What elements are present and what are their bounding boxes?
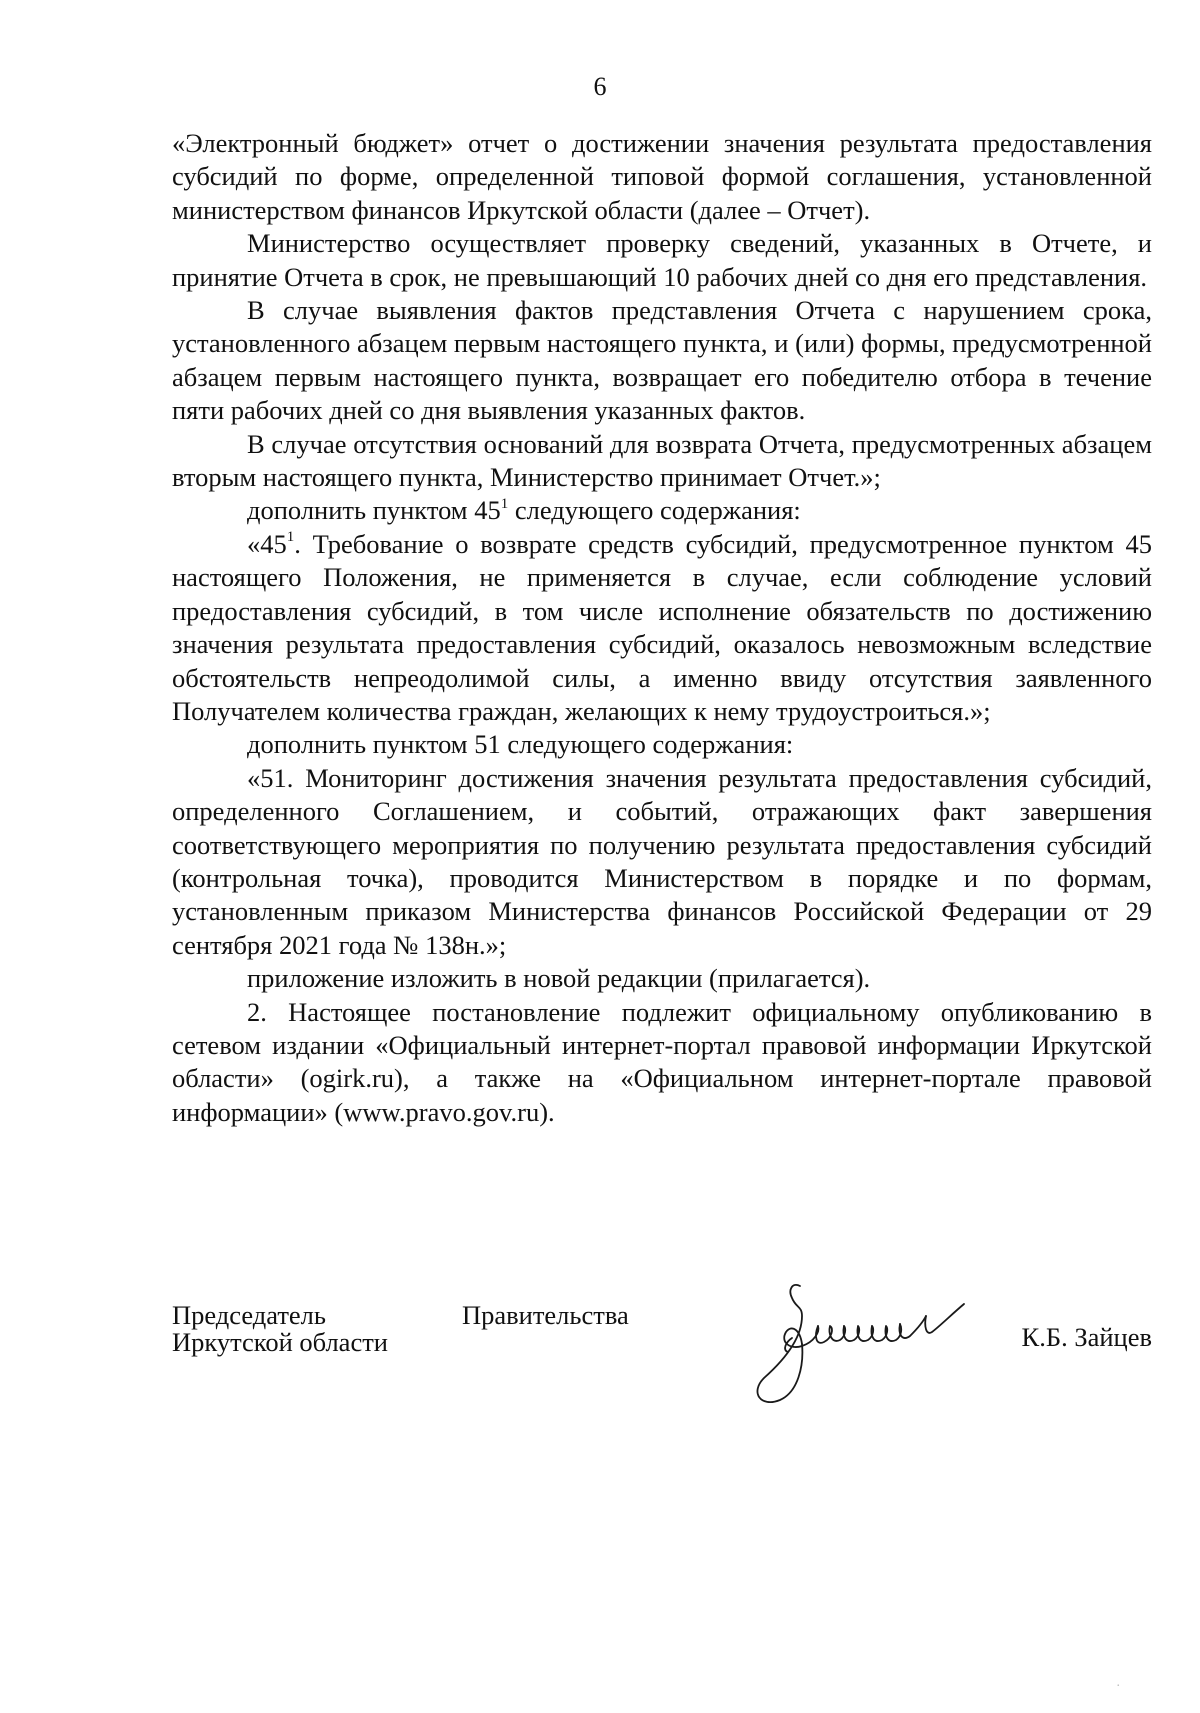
paragraph-add-point-45-1-start: дополнить пунктом 45 [247,495,501,526]
signatory-name: К.Б. Зайцев [1021,1322,1152,1352]
handwritten-signature [742,1280,992,1420]
superscript-1: 1 [500,495,509,512]
paragraph-add-point-45-1-end: следующего содержания: [508,495,801,526]
paragraph-point-45-1-start: «45 [247,528,287,559]
signatory-government: Правительства [462,1300,629,1330]
paragraph-publication: 2. Настоящее постановление подлежит официальному опубликованию в сетевом издании «Официальный интернет-портал правовой информации Иркутской области» (ogirk.ru), а также на «Официальном интернет-портале правовой информации» (www.pravo.gov.ru). [172,996,1152,1127]
paragraph-add-point-51: дополнить пунктом 51 следующего содержания: [247,729,794,760]
signatory-position-line1: Председатель [172,1300,326,1330]
corner-mark: . [1116,1675,1120,1690]
paragraph-appendix: приложение изложить в новой редакции (прилагается). [247,963,871,994]
paragraph-point-45-1-end: . Требование о возврате средств субсидий, предусмотренное пунктом 45 настоящего Положения, не применяется в случае, если соблюдение условий предоставления субсидий, в том числе исполнение обязательств по достижению значения результата предоставления субсидий, оказалось невозможным вследствие обстоятельств непреодолимой силы, а именно ввиду отсутствия заявленного Получателем количества граждан, желающих к нему трудоустроиться.»; [172,528,1152,726]
paragraph-point-51-text: «51. Мониторинг достижения значения результата предоставления субсидий, определенного Соглашением, и событий, отражающих факт завершения соответствующего мероприятия по получению результата предоставления субсидий (контрольная точка), проводится Министерством в порядке и по формам, установленным приказом Министерства финансов Российской Федерации от 29 сентября 2021 года № 138н.»; [172,762,1152,960]
document-body [172,127,1152,1129]
paragraph-report-return: В случае выявления фактов представления Отчета с нарушением срока, установленного абзацем первым настоящего пункта, и (или) формы, предусмотренной абзацем первым настоящего пункта, возвращает его победителю отбора в течение пяти рабочих дней со дня выявления указанных фактов. [172,295,1152,426]
paragraph-report-acceptance: В случае отсутствия оснований для возврата Отчета, предусмотренных абзацем вторым настоящего пункта, Министерство принимает Отчет.»; [172,428,1152,493]
page-number: 6 [593,72,607,101]
signature-block [172,1302,1152,1442]
paragraph-report-verification: Министерство осуществляет проверку сведений, указанных в Отчете, и принятие Отчета в срок, не превышающий 10 рабочих дней со дня его представления. [172,228,1152,292]
paragraph-report-definition: «Электронный бюджет» отчет о достижении значения результата предоставления субсидий по форме, определенной типовой формой соглашения, установленной министерством финансов Иркутской области (далее – Отчет). [172,128,1152,225]
signatory-position-line2: Иркутской области [172,1327,388,1357]
paragraph-add-point-45-1 [172,494,1152,527]
paragraph-point-45-1-text [172,528,1152,728]
superscript-1: 1 [286,529,295,546]
